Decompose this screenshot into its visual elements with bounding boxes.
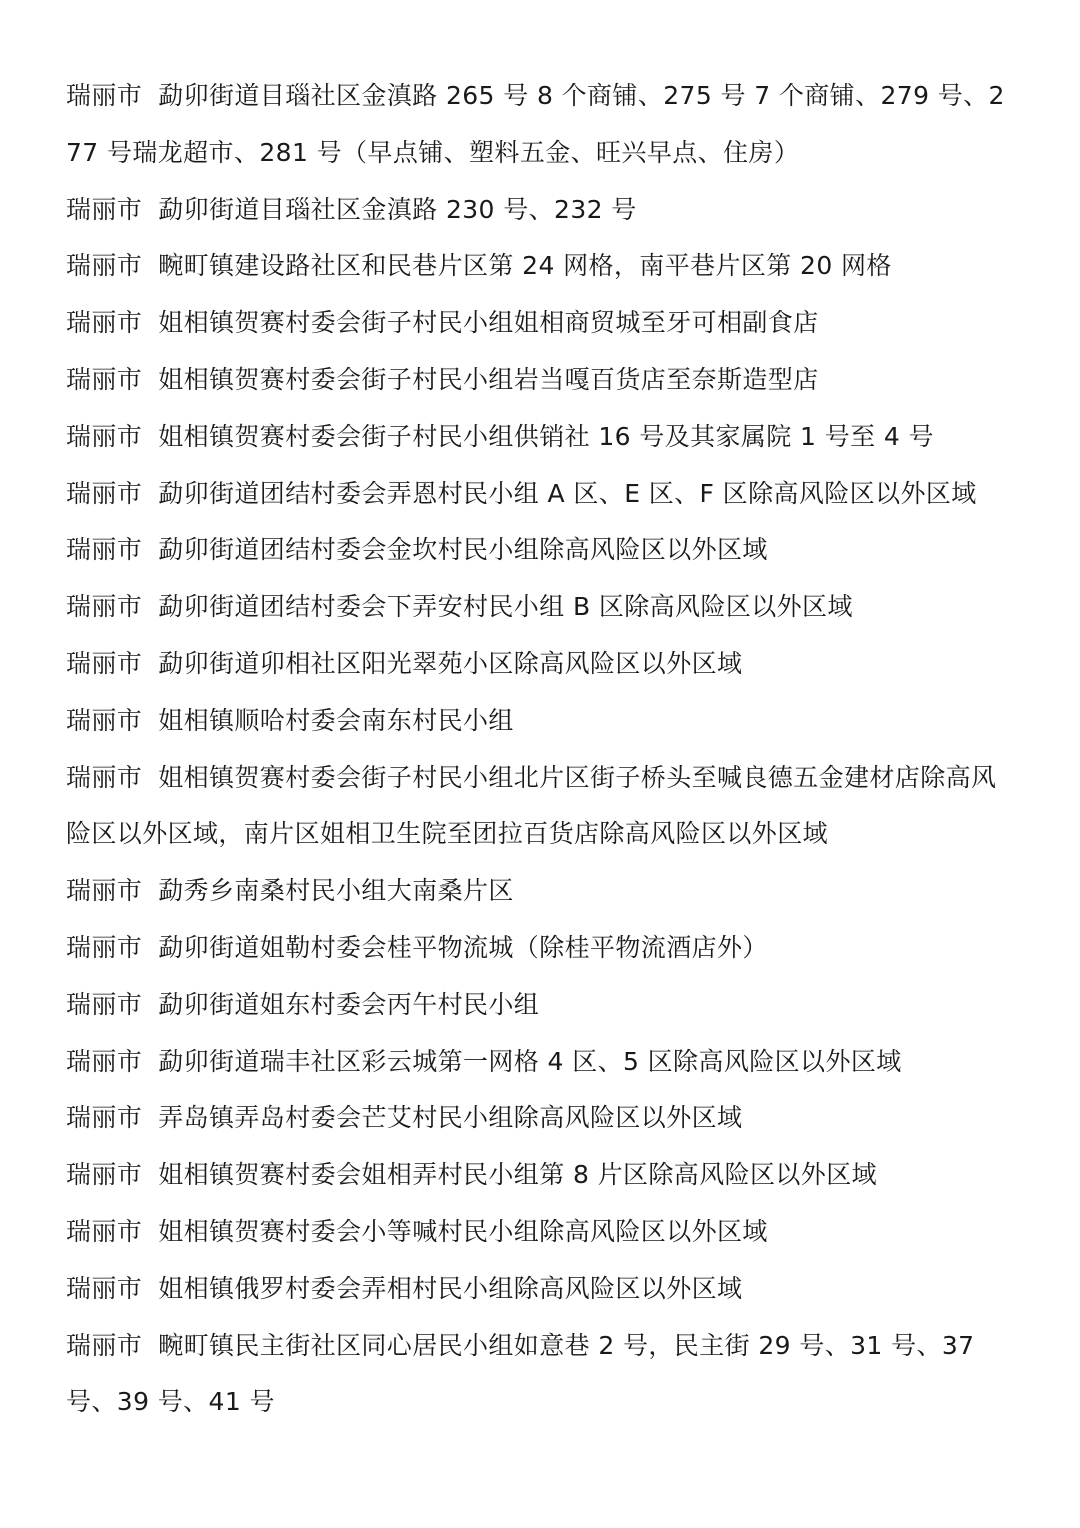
list-item: [66, 636, 1021, 693]
city-name: 瑞丽市: [66, 478, 143, 508]
list-item: [66, 1147, 1021, 1204]
city-name: 瑞丽市: [66, 876, 143, 906]
area-text: 勐卯街道瑞丰社区彩云城第一网格 4 区、5 区除高风险区以外区域: [158, 1046, 902, 1076]
area-text: 勐卯街道团结村委会下弄安村民小组 B 区除高风险区以外区域: [158, 592, 853, 622]
area-text: 姐相镇贺赛村委会街子村民小组岩当嘎百货店至奈斯造型店: [158, 364, 819, 394]
city-name: 瑞丽市: [66, 1273, 143, 1303]
city-name: 瑞丽市: [66, 421, 143, 451]
area-text: 畹町镇建设路社区和民巷片区第 24 网格，南平巷片区第 20 网格: [158, 251, 892, 281]
area-text: 姐相镇贺赛村委会姐相弄村民小组第 8 片区除高风险区以外区域: [158, 1160, 878, 1190]
city-name: 瑞丽市: [66, 762, 143, 792]
city-name: 瑞丽市: [66, 932, 143, 962]
city-name: 瑞丽市: [66, 251, 143, 281]
list-item: [66, 693, 1021, 750]
city-name: 瑞丽市: [66, 989, 143, 1019]
list-item: [66, 68, 1021, 182]
area-text: 姐相镇贺赛村委会街子村民小组北片区街子桥头至喊良德五金建材店除高风险区以外区域，南片区姐相卫生院至团拉百货店除高风险区以外区域: [66, 762, 997, 849]
area-text: 姐相镇贺赛村委会街子村民小组姐相商贸城至牙可相副食店: [158, 308, 819, 338]
city-name: 瑞丽市: [66, 1103, 143, 1133]
area-text: 勐卯街道团结村委会弄恩村民小组 A 区、E 区、F 区除高风险区以外区域: [158, 478, 977, 508]
area-text: 弄岛镇弄岛村委会芒艾村民小组除高风险区以外区域: [158, 1103, 743, 1133]
city-name: 瑞丽市: [66, 308, 143, 338]
list-item: [66, 238, 1021, 295]
area-text: 勐卯街道目瑙社区金滇路 230 号、232 号: [158, 194, 637, 224]
list-item: [66, 1034, 1021, 1091]
area-text: 姐相镇贺赛村委会街子村民小组供销社 16 号及其家属院 1 号至 4 号: [158, 421, 934, 451]
list-item: [66, 1204, 1021, 1261]
area-text: 姐相镇俄罗村委会弄相村民小组除高风险区以外区域: [158, 1273, 743, 1303]
list-item: [66, 1090, 1021, 1147]
city-name: 瑞丽市: [66, 705, 143, 735]
area-text: 勐卯街道团结村委会金坎村民小组除高风险区以外区域: [158, 535, 768, 565]
list-item: [66, 352, 1021, 409]
document-body: [66, 68, 1021, 1431]
city-name: 瑞丽市: [66, 364, 143, 394]
city-name: 瑞丽市: [66, 194, 143, 224]
list-item: [66, 579, 1021, 636]
area-text: 姐相镇顺哈村委会南东村民小组: [158, 705, 514, 735]
list-item: [66, 295, 1021, 352]
city-name: 瑞丽市: [66, 1160, 143, 1190]
city-name: 瑞丽市: [66, 535, 143, 565]
city-name: 瑞丽市: [66, 592, 143, 622]
list-item: [66, 182, 1021, 239]
list-item: [66, 466, 1021, 523]
list-item: [66, 1318, 1021, 1432]
city-name: 瑞丽市: [66, 1046, 143, 1076]
list-item: [66, 750, 1021, 864]
city-name: 瑞丽市: [66, 81, 143, 110]
area-text: 畹町镇民主街社区同心居民小组如意巷 2 号，民主街 29 号、31 号、37 号、39 号、41 号: [66, 1330, 975, 1417]
list-item: [66, 977, 1021, 1034]
list-item: [66, 409, 1021, 466]
area-text: 勐卯街道卯相社区阳光翠苑小区除高风险区以外区域: [158, 648, 743, 678]
area-text: 勐卯街道姐勒村委会桂平物流城（除桂平物流酒店外）: [158, 932, 768, 962]
city-name: 瑞丽市: [66, 1216, 143, 1246]
city-name: 瑞丽市: [66, 1330, 143, 1360]
area-text: 勐卯街道姐东村委会丙午村民小组: [158, 989, 540, 1019]
list-item: [66, 522, 1021, 579]
list-item: [66, 863, 1021, 920]
area-text: 勐卯街道目瑙社区金滇路 265 号 8 个商铺、275 号 7 个商铺、279 号、277 号瑞龙超市、281 号（早点铺、塑料五金、旺兴早点、住房）: [66, 81, 1005, 167]
list-item: [66, 1261, 1021, 1318]
area-text: 勐秀乡南桑村民小组大南桑片区: [158, 876, 514, 906]
city-name: 瑞丽市: [66, 648, 143, 678]
area-text: 姐相镇贺赛村委会小等喊村民小组除高风险区以外区域: [158, 1216, 768, 1246]
list-item: [66, 920, 1021, 977]
